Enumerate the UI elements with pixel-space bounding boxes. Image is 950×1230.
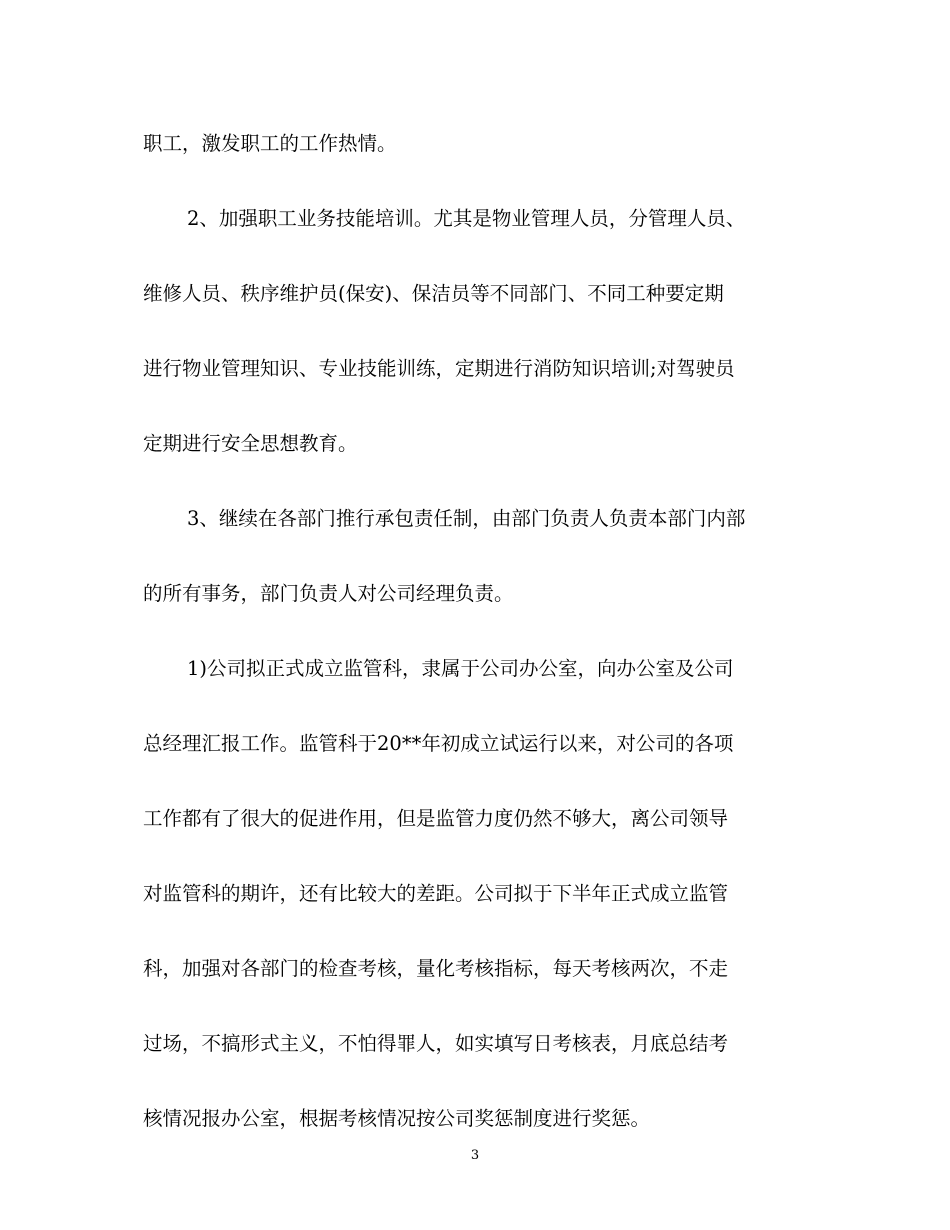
paragraph-4-line-7: 核情况报办公室，根据考核情况按公司奖惩制度进行奖惩。 [143, 1107, 651, 1130]
paragraph-4-line-2: 总经理汇报工作。监管科于20**年初成立试运行以来，对公司的各项 [143, 732, 734, 755]
paragraph-2-line-4: 定期进行安全思想教育。 [143, 432, 358, 455]
paragraph-2-line-2: 维修人员、秩序维护员(保安)、保洁员等不同部门、不同工种要定期 [143, 282, 724, 305]
paragraph-4-line-6: 过场，不搞形式主义，不怕得罪人，如实填写日考核表，月底总结考 [143, 1032, 729, 1055]
paragraph-4-line-1: 1)公司拟正式成立监管科，隶属于公司办公室，向办公室及公司 [187, 657, 734, 680]
paragraph-4-line-4: 对监管科的期许，还有比较大的差距。公司拟于下半年正式成立监管 [143, 882, 729, 905]
paragraph-2-line-3: 进行物业管理知识、专业技能训练，定期进行消防知识培训;对驾驶员 [143, 357, 735, 380]
paragraph-4-line-5: 科，加强对各部门的检查考核，量化考核指标，每天考核两次，不走 [143, 957, 729, 980]
text-line-1: 职工，激发职工的工作热情。 [143, 132, 397, 155]
paragraph-4-line-3: 工作都有了很大的促进作用，但是监管力度仍然不够大，离公司领导 [143, 807, 729, 830]
paragraph-2-line-1: 2、加强职工业务技能培训。尤其是物业管理人员，分管理人员、 [187, 207, 746, 230]
page-number: 3 [470, 1148, 480, 1163]
paragraph-3-line-1: 3、继续在各部门推行承包责任制，由部门负责人负责本部门内部 [187, 507, 746, 530]
paragraph-3-line-2: 的所有事务，部门负责人对公司经理负责。 [143, 582, 514, 605]
